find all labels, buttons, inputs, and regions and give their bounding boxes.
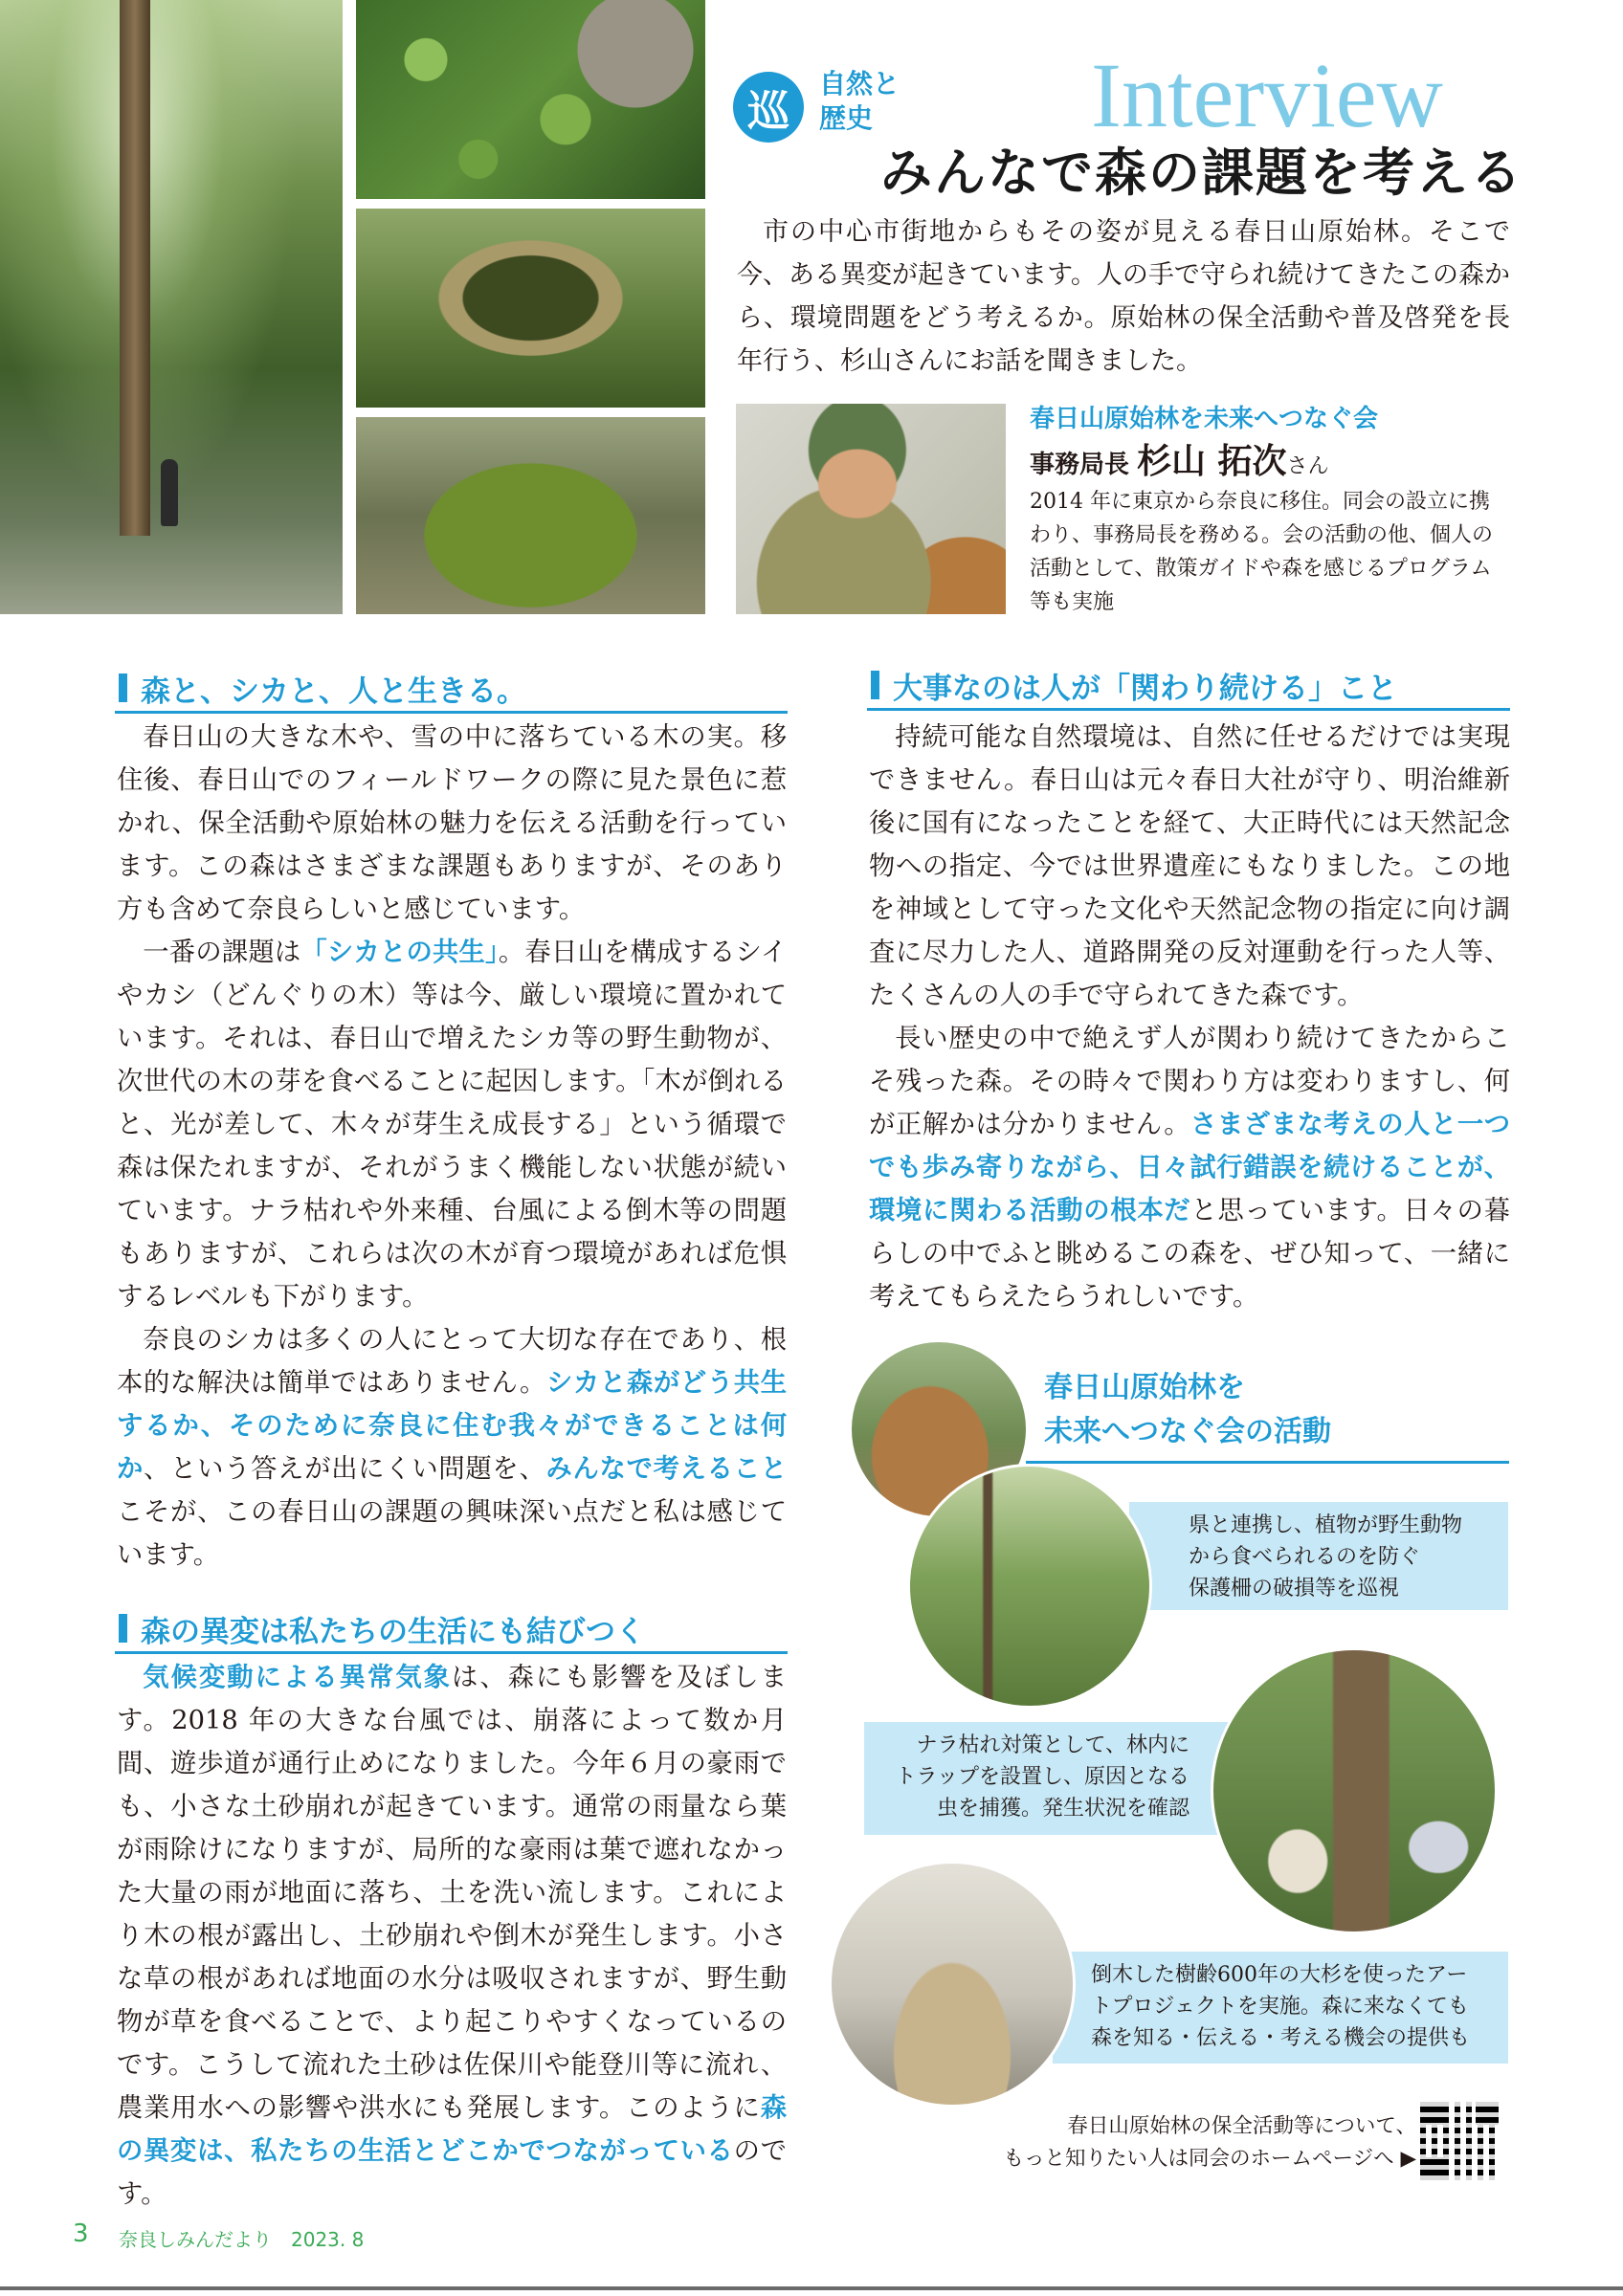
category-badge-icon: 巡 xyxy=(733,72,804,143)
section-3-body: 持続可能な自然環境は、自然に任せるだけでは実現できません。春日山は元々春日大社が守り、明治維新後に国有になったことを経て、大正時代には天然記念物への指定、今では世界遺産にもなりました。この地を神域として守った文化や天然記念物の指定に向け調査に尽力した人、道路開発の反対運動を行った人等、たくさんの人の手で守られてきた森です。 長い歴史の中で絶えず人が関わり続けてきたからこそ残った森。その時々で関わり方は変わりますし、何が正解かは分かりません。さまざまな考えの人と一つでも歩み寄りながら、日々試行錯誤を続けることが、環境に関わる活動の根本だと思っています。日々の暮らしの中でふと眺めるこの森を、ぜひ知って、一緒に考えてもらえたらうれしいです。 xyxy=(869,722,1511,1312)
forest-path-photo xyxy=(0,0,343,614)
magazine-name: 奈良しみんだより 2023. 8 xyxy=(119,2228,365,2251)
section-heading-3: 大事なのは人が「関わり続ける」こと xyxy=(867,662,1510,711)
page-number: 3 xyxy=(73,2219,89,2248)
profile-description: 2014 年に東京から奈良に移住。同会の設立に携わり、事務局長を務める。会の活動の他、個人の活動として、散策ガイドや森を感じるプログラム等も実施 xyxy=(1030,490,1494,614)
bottom-divider xyxy=(0,2286,1623,2290)
walking-person xyxy=(161,459,178,526)
tree-stump-photo xyxy=(356,209,705,408)
activity-box-2: ナラ枯れ対策として、林内に トラップを設置し、原因となる 虫を捕獲。発生状況を確認 xyxy=(864,1722,1228,1835)
section-2-body: 気候変動による異常気象は、森にも影響を及ぼします。2018 年の大きな台風では、崩落によって数か月間、遊歩道が通行止めになりました。今年６月の豪雨でも、小さな土砂崩れが起きています。通常の雨量なら葉が雨除けになりますが、局所的な豪雨は葉で遮れなかった大量の雨が地面に落ち、土を洗い流します。これにより木の根が露出し、土砂崩れや倒木が発生します。小さな草の根があれば地面の水分は吸収されますが、野生動物が草を食べることで、より起こりやすくなっているのです。こうして流れた土砂は佐保川や能登川等に流れ、農業用水への影響や洪水にも発展します。このように森の異変は、私たちの生活とどこかでつながっているのです。 xyxy=(117,1663,787,2209)
heading-bar xyxy=(871,671,879,699)
heading-bar xyxy=(119,673,127,702)
profile-name: 事務局長 杉山 拓次さん xyxy=(1030,441,1329,481)
trap-work-photo xyxy=(1211,1647,1498,1934)
homepage-note: 春日山原始林の保全活動等について、 もっと知りたい人は同会のホームページへ ▶ xyxy=(1003,2114,1416,2171)
heading-bar xyxy=(119,1614,127,1643)
leaves-photo xyxy=(356,0,705,199)
activities-title: 春日山原始林を 未来へつなぐ会の活動 xyxy=(1044,1371,1331,1448)
art-project-photo xyxy=(829,1861,1076,2108)
activity-box-3: 倒木した樹齢600年の大杉を使ったアー トプロジェクトを実施。森に来なくても 森を知る・伝える・考える機会の提供も xyxy=(1053,1952,1508,2064)
activities-divider xyxy=(1026,1461,1509,1464)
section-heading-1: 森と、シカと、人と生きる。 xyxy=(115,665,788,714)
activity-box-1: 県と連携し、植物が野生動物 から食べられるのを防ぐ 保護柵の破損等を巡視 xyxy=(1129,1502,1508,1610)
section-heading-2: 森の異変は私たちの生活にも結びつく xyxy=(115,1605,788,1654)
category-label: 自然と 歴史 xyxy=(819,68,900,134)
profile-organization: 春日山原始林を未来へつなぐ会 xyxy=(1030,405,1379,433)
patrol-woods-photo xyxy=(907,1464,1152,1709)
section-1-body: 春日山の大きな木や、雪の中に落ちている木の実。移住後、春日山でのフィールドワークの際に見た景色に惹かれ、保全活動や原始林の魅力を伝える活動を行っています。この森はさまざまな課題もありますが、そのあり方も含めて奈良らしいと感じています。 一番の課題は「シカとの共生」。春日山を構成するシイやカシ（どんぐりの木）等は今、厳しい環境に置かれています。それは、春日山で増えたシカ等の野生動物が、次世代の木の芽を食べることに起因します。「木が倒れると、光が差して、木々が芽生え成長する」という循環で森は保たれますが、それがうまく機能しない状態が続いています。ナラ枯れや外来種、台風による倒木等の問題もありますが、これらは次の木が育つ環境があれば危惧するレベルも下がります。 奈良のシカは多くの人にとって大切な存在であり、根本的な解決は簡単ではありません。シカと森がどう共生するか、そのために奈良に住む我々ができることは何か、という答えが出にくい問題を、みんなで考えることこそが、この春日山の課題の興味深い点だと私は感じています。 xyxy=(117,722,788,1570)
interview-label: Interview xyxy=(1091,44,1443,146)
tree-trunk xyxy=(120,0,150,536)
interviewee-photo xyxy=(736,404,1006,614)
page-title: みんなで森の課題を考える xyxy=(880,142,1523,203)
moss-rock-photo xyxy=(356,417,705,614)
qr-code-icon[interactable] xyxy=(1420,2102,1499,2180)
lead-paragraph: 市の中心市街地からもその姿が見える春日山原始林。そこで今、ある異変が起きています。人の手で守られ続けてきたこの森から、環境問題をどう考えるか。原始林の保全活動や普及啓発を長年行う、杉山さんにお話を聞きました。 xyxy=(737,217,1510,376)
